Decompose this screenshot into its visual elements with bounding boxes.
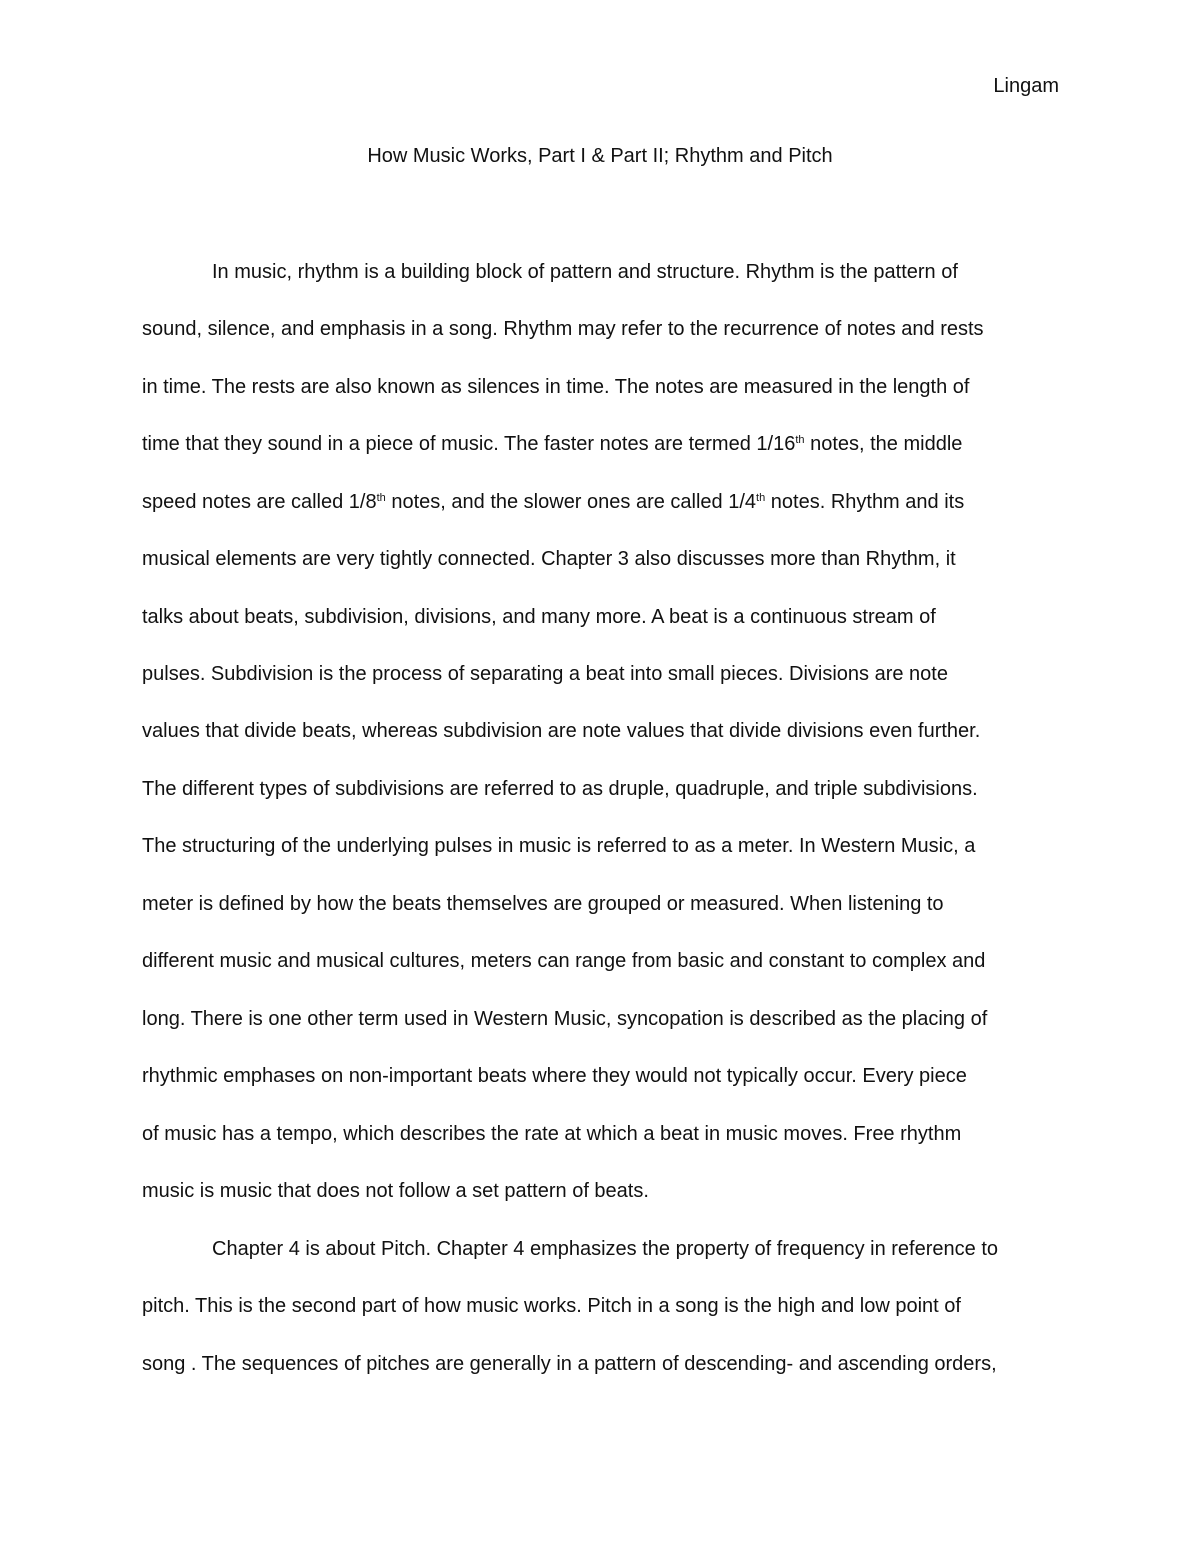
- document-title: How Music Works, Part I & Part II; Rhythm and Pitch: [367, 145, 833, 167]
- paragraph-1-line: in time. The rests are also known as silences in time. The notes are measured in the length of: [142, 376, 970, 398]
- superscript: th: [795, 434, 805, 447]
- running-head: Lingam: [993, 75, 1059, 97]
- paragraph-1-line: pulses. Subdivision is the process of separating a beat into small pieces. Divisions are note: [142, 663, 948, 685]
- paragraph-1-line: [142, 490, 964, 514]
- paragraph-1-line: rhythmic emphases on non-important beats where they would not typically occur. Every piece: [142, 1065, 967, 1087]
- paragraph-1-line: meter is defined by how the beats themselves are grouped or measured. When listening to: [142, 893, 944, 915]
- text-segment: notes. Rhythm and its: [765, 491, 965, 513]
- text-segment: time that they sound in a piece of music. The faster notes are termed 1/16: [142, 433, 796, 455]
- text-segment: speed notes are called 1/8: [142, 491, 377, 513]
- paragraph-2-line: Chapter 4 is about Pitch. Chapter 4 emphasizes the property of frequency in reference to: [212, 1238, 998, 1260]
- paragraph-1-line: [142, 432, 962, 456]
- paragraph-1-line: different music and musical cultures, meters can range from basic and constant to complex and: [142, 950, 986, 972]
- text-segment: notes, and the slower ones are called 1/4: [385, 491, 757, 513]
- paragraph-1-line: of music has a tempo, which describes the rate at which a beat in music moves. Free rhythm: [142, 1123, 962, 1145]
- paragraph-1-line: In music, rhythm is a building block of pattern and structure. Rhythm is the pattern of: [212, 261, 958, 283]
- paragraph-1-line: sound, silence, and emphasis in a song. Rhythm may refer to the recurrence of notes and rests: [142, 318, 984, 340]
- paragraph-1-line: talks about beats, subdivision, divisions, and many more. A beat is a continuous stream of: [142, 606, 936, 628]
- paragraph-1-line: The structuring of the underlying pulses in music is referred to as a meter. In Western Music, a: [142, 835, 976, 857]
- text-segment: notes, the middle: [804, 433, 963, 455]
- superscript: th: [376, 492, 386, 505]
- paragraph-1-line: long. There is one other term used in Western Music, syncopation is described as the placing of: [142, 1008, 988, 1030]
- paragraph-1-line: values that divide beats, whereas subdivision are note values that divide divisions even further.: [142, 720, 981, 742]
- paragraph-1-line: The different types of subdivisions are referred to as druple, quadruple, and triple subdivisions.: [142, 778, 978, 800]
- paragraph-1-line: music is music that does not follow a set pattern of beats.: [142, 1180, 649, 1202]
- paragraph-2-line: pitch. This is the second part of how music works. Pitch in a song is the high and low point of: [142, 1295, 961, 1317]
- paragraph-2-line: song . The sequences of pitches are generally in a pattern of descending- and ascending orders,: [142, 1353, 997, 1375]
- superscript: th: [756, 492, 766, 505]
- paragraph-1-line: musical elements are very tightly connected. Chapter 3 also discusses more than Rhythm, it: [142, 548, 956, 570]
